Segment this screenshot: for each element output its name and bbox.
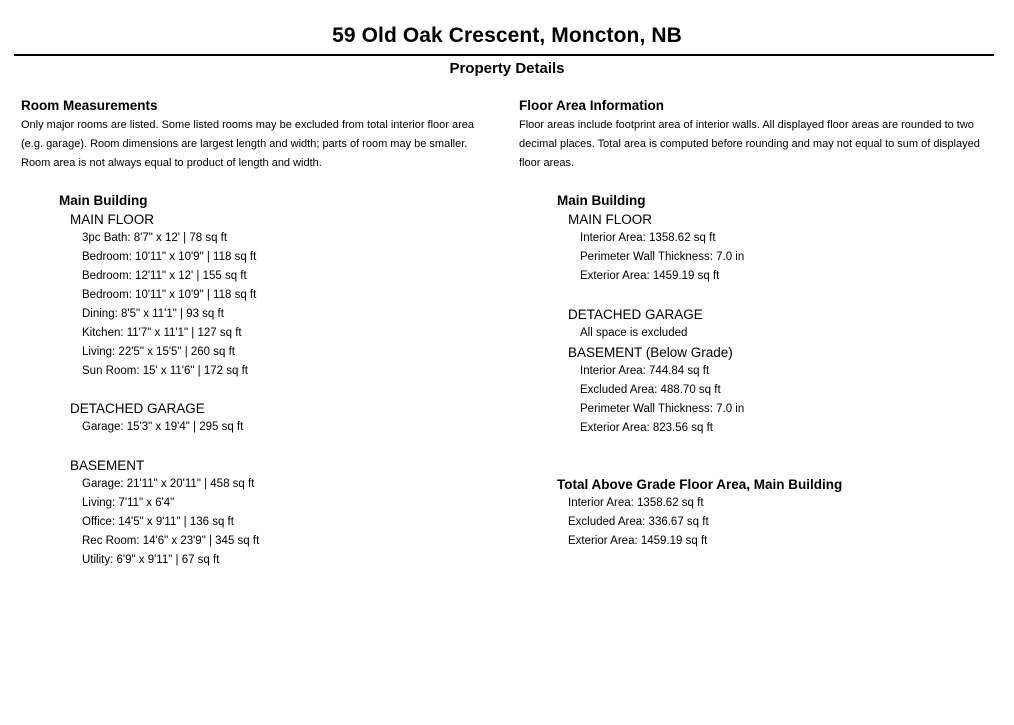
floor-area-section [519, 97, 999, 173]
room-measurements-note-line: (e.g. garage). Room dimensions are largest length and width; parts of room may be smaller. [21, 138, 468, 150]
area-line: All space is excluded [580, 327, 688, 339]
area-line: Interior Area: 744.84 sq ft [580, 365, 710, 377]
area-line: Perimeter Wall Thickness: 7.0 in [580, 403, 745, 415]
area-line: Exterior Area: 823.56 sq ft [580, 422, 713, 434]
room-line: Dining: 8'5" x 11'1" | 93 sq ft [82, 308, 224, 320]
fa-floor-name: MAIN FLOOR [568, 212, 653, 227]
room-line: Bedroom: 12'11" x 12' | 155 sq ft [82, 270, 247, 282]
room-measurements-heading: Room Measurements [21, 98, 158, 113]
fa-building-name: Main Building [557, 193, 646, 208]
room-line: Rec Room: 14'6" x 23'9" | 345 sq ft [82, 535, 260, 547]
room-line: Living: 7'11" x 6'4" [82, 497, 175, 509]
room-line: Sun Room: 15' x 11'6" | 172 sq ft [82, 365, 248, 377]
room-measurements-note-line: Only major rooms are listed. Some listed rooms may be excluded from total interior floor area [21, 119, 475, 131]
rm-floor-name: DETACHED GARAGE [70, 401, 205, 416]
page-title: 59 Old Oak Crescent, Moncton, NB [332, 24, 682, 47]
room-line: Bedroom: 10'11" x 10'9" | 118 sq ft [82, 251, 257, 263]
total-area-line: Excluded Area: 336.67 sq ft [568, 516, 709, 528]
room-line: Kitchen: 11'7" x 11'1" | 127 sq ft [82, 327, 242, 339]
area-line: Interior Area: 1358.62 sq ft [580, 232, 716, 244]
area-line: Exterior Area: 1459.19 sq ft [580, 270, 720, 282]
floor-area-note-line: floor areas. [519, 157, 575, 169]
fa-floor-name: DETACHED GARAGE [568, 307, 703, 322]
total-area-line: Interior Area: 1358.62 sq ft [568, 497, 704, 509]
total-area-heading: Total Above Grade Floor Area, Main Building [557, 477, 843, 492]
room-line: Office: 14'5" x 9'11" | 136 sq ft [82, 516, 234, 528]
total-area-line: Exterior Area: 1459.19 sq ft [568, 535, 708, 547]
rm-floor-name: MAIN FLOOR [70, 212, 155, 227]
floor-area-note-line: decimal places. Total area is computed before rounding and may not equal to sum of displayed [519, 138, 980, 150]
area-line: Excluded Area: 488.70 sq ft [580, 384, 721, 396]
room-line: Utility: 6'9" x 9'11" | 67 sq ft [82, 554, 220, 566]
page-subtitle: Property Details [449, 60, 565, 77]
room-line: Garage: 21'11" x 20'11" | 458 sq ft [82, 478, 255, 490]
area-line: Perimeter Wall Thickness: 7.0 in [580, 251, 745, 263]
room-line: 3pc Bath: 8'7" x 12' | 78 sq ft [82, 232, 228, 244]
room-line: Living: 22'5" x 15'5" | 260 sq ft [82, 346, 235, 358]
room-measurements-note-line: Room area is not always equal to product of length and width. [21, 157, 322, 169]
fa-floor-name: BASEMENT (Below Grade) [568, 345, 733, 360]
rm-building-name: Main Building [59, 193, 148, 208]
room-line: Bedroom: 10'11" x 10'9" | 118 sq ft [82, 289, 257, 301]
title-divider [14, 54, 994, 56]
floor-area-heading: Floor Area Information [519, 98, 665, 113]
floor-area-note-line: Floor areas include footprint area of interior walls. All displayed floor areas are rounded to two [519, 119, 974, 131]
rm-floor-name: BASEMENT [70, 458, 145, 473]
room-line: Garage: 15'3" x 19'4" | 295 sq ft [82, 421, 244, 433]
room-measurements-section [21, 97, 501, 173]
